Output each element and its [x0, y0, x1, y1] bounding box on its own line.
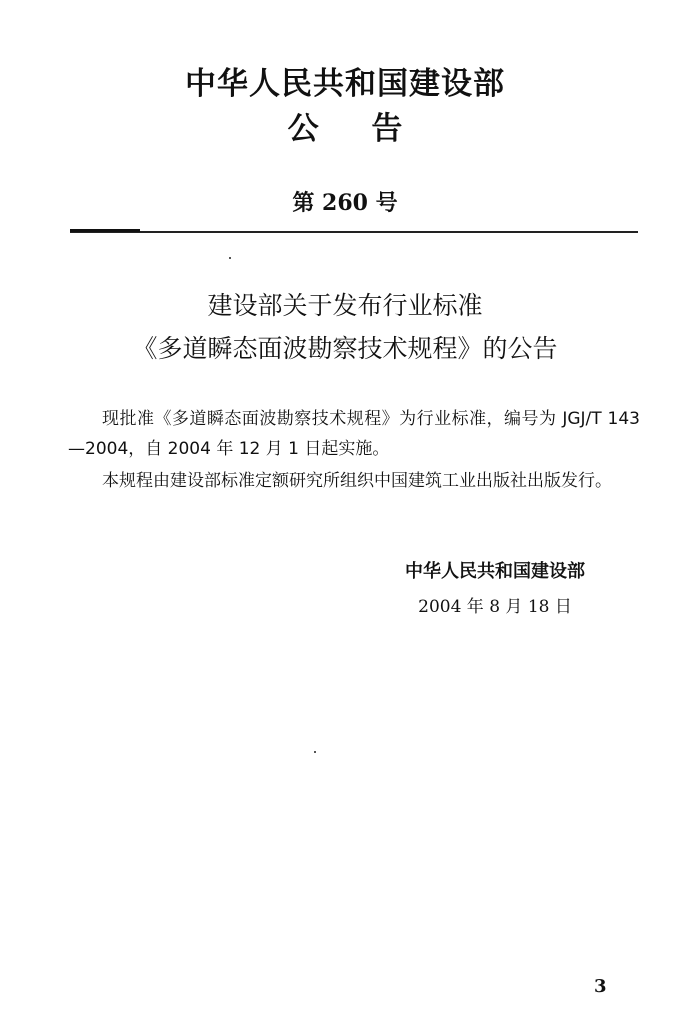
document-type-heading: 公 告: [287, 111, 403, 147]
page-number: 3: [594, 976, 607, 997]
scan-speck: [229, 257, 231, 259]
issuer-heading: 中华人民共和国建设部: [185, 66, 505, 102]
scan-speck: [314, 751, 316, 753]
announcement-title-line-2: 《多道瞬态面波勘察技术规程》的公告: [132, 334, 558, 363]
signature-date: 2004 年 8 月 18 日: [418, 597, 572, 617]
header-divider: [70, 231, 638, 233]
header-divider-accent: [70, 229, 140, 232]
signature-issuer: 中华人民共和国建设部: [405, 561, 585, 582]
announcement-title-line-1: 建设部关于发布行业标准: [207, 291, 483, 320]
body-paragraph-publication: 本规程由建设部标准定额研究所组织中国建筑工业出版社出版发行。: [102, 471, 612, 491]
document-number: 第 260 号: [292, 190, 398, 216]
body-paragraph-approval: 现批准《多道瞬态面波勘察技术规程》为行业标准，编号为 JGJ/T 143—2004，自 2004 年 12 月 1 日起实施。: [68, 409, 640, 459]
